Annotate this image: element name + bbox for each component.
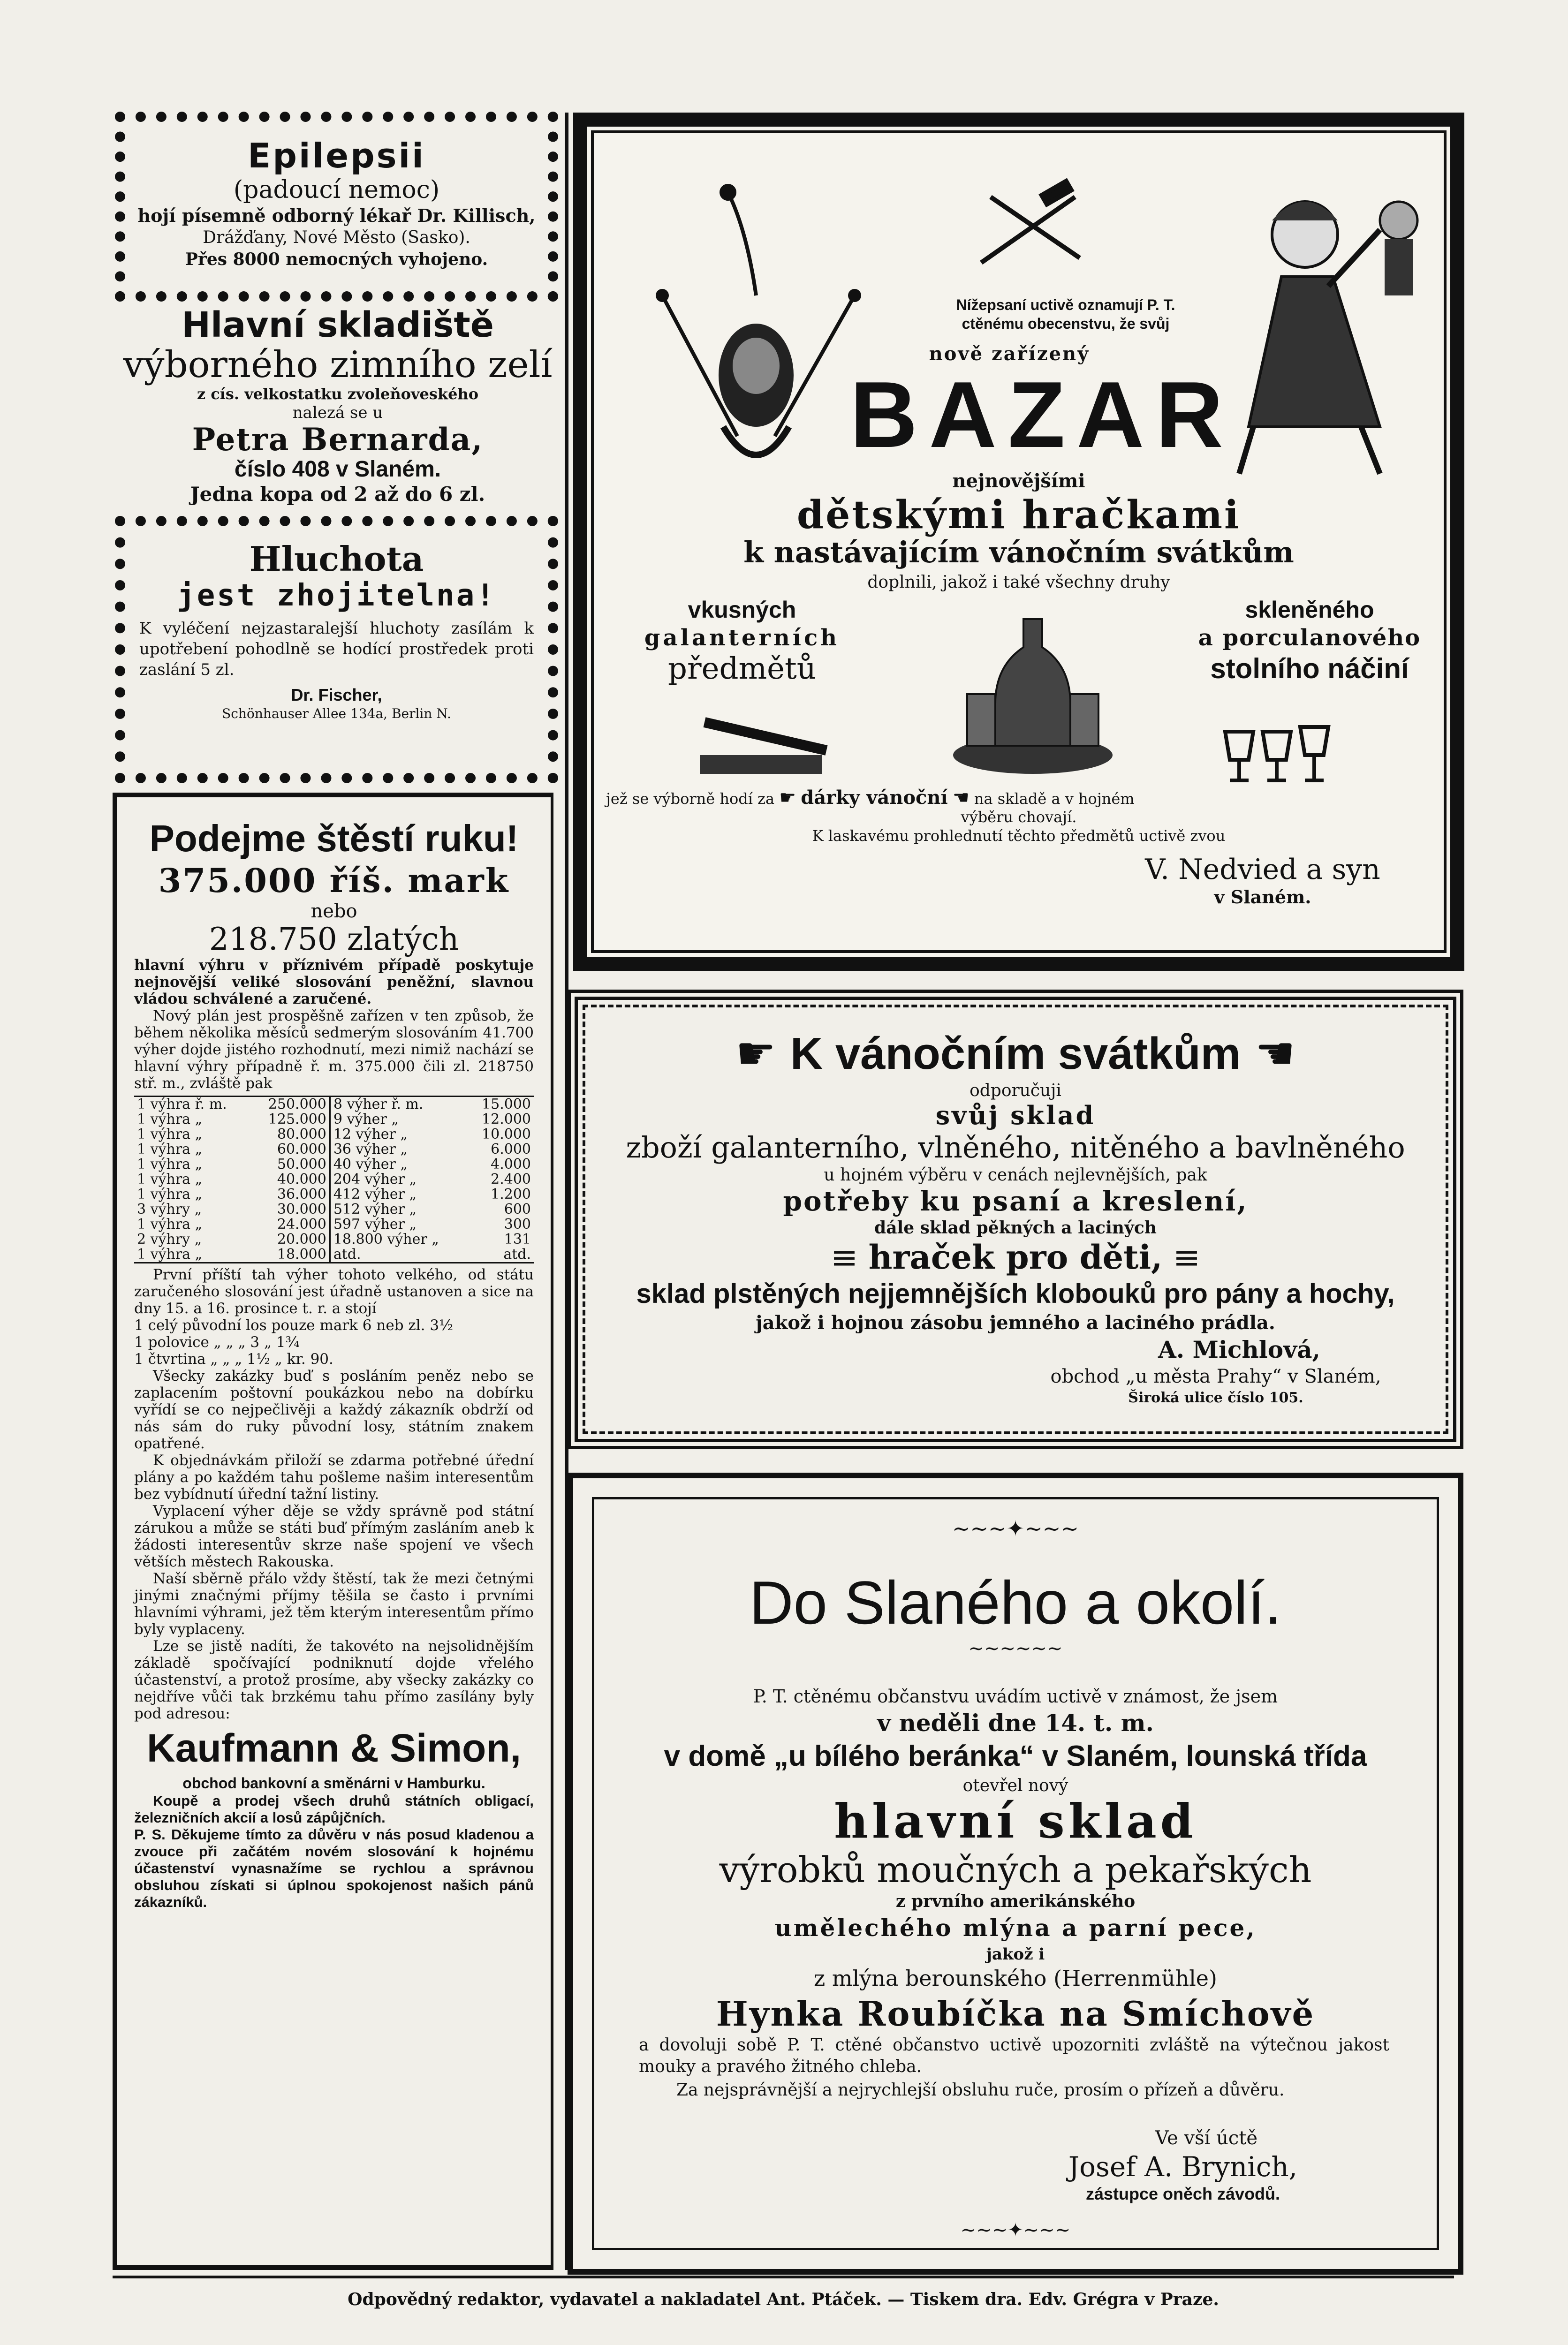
michlova-ad	[568, 990, 1463, 1449]
store-address: číslo 408 v Slaném.	[234, 457, 441, 482]
prize-cell: 1 výhra ř. m.	[137, 1096, 227, 1112]
prize-cell: 10.000	[482, 1126, 531, 1142]
prize-cell: 18.800 výher „	[330, 1232, 467, 1247]
lottery-amount: 375.000 říš. mark	[158, 861, 510, 900]
prize-cell: 30.000	[277, 1201, 326, 1218]
store-subtitle: výborného zimního zelí	[123, 344, 553, 386]
store-line1: z cís. velkostatku zvoleňoveského	[197, 385, 479, 403]
bazar-toys: dětskými hračkami	[796, 492, 1241, 537]
michlova-shop: obchod „u města Prahy“ v Slaném,	[1050, 1366, 1381, 1387]
cabbage-ad	[113, 305, 563, 511]
bazar-xmas: k nastávajícím vánočním svátkům	[743, 535, 1294, 569]
michlova-name: A. Michlová,	[1158, 1336, 1320, 1363]
lottery-price3: 1 čtvrtina „ „ „ 1½ „ kr. 90.	[134, 1351, 333, 1368]
rule-left: ≡	[830, 1238, 858, 1277]
lottery-p5: Vyplacení výher děje se vždy správně pod státní zárukou a může se státi buď přímým zasláním aneb k žádosti interesentův skrze naše spojení ve všech větších městech Rakouska.	[134, 1503, 534, 1570]
brynich-l2: v neděli dne 14. t. m.	[877, 1709, 1154, 1737]
michlova-writing: potřeby ku psaní a kreslení,	[783, 1185, 1248, 1217]
footer-rule	[113, 2276, 1454, 2278]
glasses-illustration	[1216, 722, 1338, 788]
bazar-invite: K laskavému prohlednutí těchto předmětů uctivě zvou	[812, 827, 1226, 845]
michlova-toys: hraček pro děti,	[868, 1238, 1163, 1277]
epilepsy-line1: hojí písemně odborný lékař Dr. Killisch,	[137, 205, 536, 226]
prize-cell: 40.000	[277, 1171, 326, 1188]
prize-cell: 512 výher „	[330, 1202, 467, 1217]
prize-cell: 250.000	[268, 1096, 326, 1112]
michlova-choice: u hojném výběru v cenách nejlevnějších, pak	[824, 1165, 1207, 1185]
deafness-body: K vyléčení nejzastaralejší hluchoty zasílám k upotřebení pohodlně se hodící prostředek proti zaslání 5 zl.	[139, 619, 534, 679]
lottery-ps: P. S. Děkujeme tímto za důvěru v nás posud kladenou a zvouce při začátém novém slosování k hojnému účastenství vynasnažíme se rychlou a správnou obsluhou získati si úplnou spokojenost našich pánů zákazníků.	[134, 1826, 534, 1910]
hand-left-icon: ☚	[952, 787, 970, 809]
prize-cell: 1 výhra „	[137, 1186, 203, 1203]
prize-cell: 412 výher „	[330, 1187, 467, 1202]
brynich-l4: otevřel nový	[962, 1776, 1068, 1795]
bazar-right2: a porculanového	[1198, 625, 1421, 651]
prize-cell: 50.000	[277, 1156, 326, 1172]
store-name: Petra Bernarda,	[192, 421, 484, 458]
michlova-heading	[578, 1028, 1453, 1079]
knives-illustration	[972, 178, 1094, 272]
lottery-price1: 1 celý původní los pouze mark 6 neb zl. 3½	[134, 1317, 454, 1334]
bazar-new: nově zařízený	[929, 343, 1090, 365]
prize-cell: 131	[504, 1231, 531, 1248]
bazar-left-goods	[615, 596, 869, 686]
prize-cell: 40 výher „	[330, 1157, 467, 1172]
lottery-p4: K objednávkám přiloží se zdarma potřebné úřední plány a po každém tahu pošleme našim interesentům bez vybídnutí úřední tažní listiny.	[134, 1452, 534, 1503]
prize-cell: 15.000	[482, 1096, 531, 1112]
prize-cell: 1 výhra „	[137, 1216, 203, 1233]
michlova-linen: jakož i hojnou zásobu jemného a laciného prádla.	[756, 1312, 1275, 1334]
brynich-title: Do Slaného a okolí.	[749, 1568, 1282, 1637]
prize-row	[134, 1217, 534, 1232]
bazar-ad	[573, 113, 1464, 971]
store-price: Jedna kopa od 2 až do 6 zl.	[190, 483, 485, 506]
deafness-subtitle: jest zhojitelna!	[177, 578, 496, 613]
michlova-recommend: odporučuji	[970, 1081, 1061, 1100]
hand-left-icon: ☚	[1255, 1027, 1295, 1080]
bazar-newest: nejnovějšími	[952, 470, 1085, 492]
bazar-town: v Slaném.	[1214, 886, 1311, 908]
prize-cell: 597 výher „	[330, 1217, 467, 1232]
brynich-l14: Ve vší úctě	[1155, 2127, 1258, 2149]
bazar-left3: předmětů	[668, 651, 816, 686]
flourish-bottom: ~~~✦~~~	[960, 2219, 1071, 2241]
brynich-l13: Za nejsprávnější a nejrychlejší obsluhu ruče, prosím o přízeň a důvěru.	[676, 2080, 1285, 2100]
prize-row	[134, 1097, 534, 1112]
brushes-illustration	[695, 704, 836, 783]
brynich-l6: výrobků moučných a pekařských	[719, 1849, 1312, 1891]
lottery-price2: 1 polovice „ „ „ 3 „ 1¾	[134, 1334, 300, 1351]
prize-cell: 3 výhry „	[137, 1201, 202, 1218]
michlova-street: Široká ulice číslo 105.	[1128, 1390, 1303, 1406]
epilepsy-subtitle: (padoucí nemoc)	[233, 176, 440, 204]
epilepsy-line3: Přes 8000 nemocných vyhojeno.	[185, 250, 488, 269]
prize-cell: 12 výher „	[330, 1127, 467, 1142]
lottery-p1: Nový plán jest prospěšně zařízen v ten způsob, že během několika měsíců sedmerým slosováním 41.700 výher dojde jistého rozhodnutí, mezi nimiž nachází se hlavní výhry případně ř. m. 375.000 čili zl. 218750 stř. m., zvláště pak	[134, 1007, 534, 1092]
deafness-ad	[115, 516, 558, 783]
prize-cell: 1 výhra „	[137, 1246, 203, 1263]
lottery-firm2: obchod bankovní a směnárni v Hamburku.	[182, 1775, 485, 1792]
brynich-l12: a dovoluji sobě P. T. ctěné občanstvo uctivě upozorniti zvláště na výtečnou jakost mouky a pravého žitného chleba.	[639, 2035, 1389, 2076]
brynich-l8: umělechého mlýna a parní pece,	[774, 1914, 1257, 1942]
deafness-sign: Dr. Fischer,	[291, 685, 382, 704]
michlova-toys-row	[578, 1238, 1453, 1277]
prize-row	[134, 1202, 534, 1217]
hand-right-icon: ☛	[735, 1027, 776, 1080]
prize-cell: 1 výhra „	[137, 1141, 203, 1157]
prize-cell: 80.000	[277, 1126, 326, 1142]
lottery-ad	[113, 793, 553, 2270]
bazar-also: doplnili, jakož i také všechny druhy	[867, 573, 1170, 592]
bazar-gift	[606, 788, 1450, 809]
bazar-gift4: výběru chovají.	[961, 808, 1077, 826]
lottery-p2: První příští tah výher tohoto velkého, od státu zaručeného slosování jest úřadně ustanoven a sice na dny 15. a 16. prosince t. r. a stojí	[134, 1266, 534, 1317]
prize-cell: 2 výhry „	[137, 1231, 202, 1248]
brynich-l10: z mlýna berounského (Herrenmühle)	[814, 1966, 1217, 1991]
flourish-mid: ~~~~~~	[968, 1638, 1063, 1659]
deafness-address: Schönhauser Allee 134a, Berlin N.	[222, 706, 451, 721]
prize-cell: 204 výher „	[330, 1172, 467, 1187]
prize-cell: 600	[504, 1201, 531, 1218]
prize-cell: atd.	[503, 1246, 531, 1263]
epilepsy-title: Epilepsii	[248, 136, 425, 175]
brynich-l11: Hynka Roubíčka na Smíchově	[716, 1994, 1315, 2034]
brynich-role: zástupce oněch závodů.	[1085, 2184, 1280, 2203]
epilepsy-line2: Drážďany, Nové Město (Sasko).	[203, 228, 470, 247]
lottery-title: Podejme štěstí ruku!	[149, 817, 519, 859]
bazar-gift1: jež se výborně hodí za	[606, 790, 775, 808]
prize-cell: 4.000	[491, 1156, 531, 1172]
deafness-title: Hluchota	[249, 539, 424, 579]
epilepsy-ad	[115, 112, 558, 302]
bazar-right1: skleněného	[1245, 597, 1374, 623]
prize-cell: 2.400	[491, 1171, 531, 1188]
footer-imprint: Odpovědný redaktor, vydavatel a nakladatel Ant. Ptáček. — Tiskem dra. Edv. Grégra v Praze.	[348, 2290, 1219, 2309]
prize-row	[134, 1187, 534, 1202]
prize-cell: 1 výhra „	[137, 1111, 203, 1127]
bazar-title: BAZAR	[850, 363, 1235, 467]
decanter-illustration	[944, 600, 1122, 779]
prize-cell: 125.000	[268, 1111, 326, 1127]
prize-cell: 12.000	[482, 1111, 531, 1127]
prize-cell: 36.000	[277, 1186, 326, 1203]
prize-row	[134, 1232, 534, 1247]
michlova-goods: zboží galanterního, vlněného, nitěného a bavlněného	[626, 1130, 1405, 1165]
lottery-or: nebo	[311, 900, 357, 922]
lottery-amount2: 218.750 zlatých	[209, 921, 459, 957]
store-title: Hlavní skladiště	[182, 305, 494, 345]
prize-cell: 60.000	[277, 1141, 326, 1157]
prize-cell: 8 výher ř. m.	[330, 1097, 467, 1112]
lottery-intro: hlavní výhru v příznivém případě poskytuje nejnovější veliké slosování peněžní, slavnou vládou schválené a zaručené.	[134, 957, 534, 1007]
prize-row	[134, 1157, 534, 1172]
lottery-p3: Všecky zakázky buď s posláním peněz nebo se zaplacením poštovní poukázkou nebo na dobírku vyřídí se co nejpečlivěji a každý zákazník obdrží od nás sám do ruky původní losy, státním znakem opatřené.	[134, 1368, 534, 1452]
bazar-gift2: dárky vánoční	[801, 787, 948, 809]
michlova-title: K vánočním svátkům	[790, 1029, 1241, 1079]
prize-cell: 20.000	[277, 1231, 326, 1248]
prize-cell: 18.000	[277, 1246, 326, 1263]
prize-cell: 1 výhra „	[137, 1171, 203, 1188]
brynich-l1: P. T. ctěnému občanstvu uvádím uctivě v známost, že jsem	[753, 1686, 1278, 1707]
prize-cell: 1 výhra „	[137, 1126, 203, 1142]
prize-cell: 6.000	[491, 1141, 531, 1157]
bazar-intro	[869, 295, 1263, 333]
brynich-l5: hlavní sklad	[834, 1793, 1197, 1849]
prize-row	[134, 1127, 534, 1142]
michlova-store: svůj sklad	[935, 1100, 1096, 1130]
brynich-sign: Josef A. Brynich,	[1068, 2151, 1298, 2183]
bazar-left2: galanterních	[644, 625, 840, 651]
prize-row	[134, 1142, 534, 1157]
brynich-l7: z prvního amerikánského	[895, 1891, 1136, 1911]
brynich-l9: jakož i	[986, 1945, 1045, 1964]
bazar-right-goods	[1178, 596, 1441, 686]
prize-row	[134, 1112, 534, 1127]
prize-table	[134, 1096, 534, 1263]
bazar-intro1: Nížepsaní uctivě oznamují P. T.	[956, 296, 1175, 313]
lottery-p8: Koupě a prodej všech druhů státních obligací, železničních akcií a losů zápůjčních.	[134, 1793, 534, 1826]
michlova-hats: sklad plstěných nejjemnějších klobouků pro pány a hochy,	[636, 1278, 1395, 1309]
prize-cell: 1 výhra „	[137, 1156, 203, 1172]
lottery-firm: Kaufmann & Simon,	[146, 1726, 522, 1770]
bazar-firm: V. Nedvied a syn	[1145, 853, 1380, 886]
prize-row	[134, 1172, 534, 1187]
prize-cell: 300	[504, 1216, 531, 1233]
prize-row	[134, 1247, 534, 1263]
prize-cell: 1.200	[491, 1186, 531, 1203]
prize-cell: 9 výher „	[330, 1112, 467, 1127]
michlova-further: dále sklad pěkných a laciných	[874, 1218, 1157, 1238]
brynich-ad	[568, 1473, 1463, 2275]
bazar-right3: stolního náčiní	[1210, 653, 1409, 684]
jester-illustration	[634, 174, 878, 530]
prize-cell: 24.000	[277, 1216, 326, 1233]
prize-cell: atd.	[330, 1247, 467, 1263]
bazar-gift3: na skladě a v hojném	[974, 790, 1135, 808]
brynich-l3: v domě „u bílého beránka“ v Slaném, lounská třída	[664, 1740, 1367, 1772]
hand-right-icon: ☛	[779, 787, 796, 809]
lottery-p6: Naší sběrně přálo vždy štěstí, tak že mezi četnými jinými značnými příjmy těšila se často i prvními hlavními výhrami, jež těm kterým interesentům přímo byly vyplaceny.	[134, 1570, 534, 1638]
bazar-intro2: ctěnému obecenstvu, že svůj	[962, 315, 1170, 332]
lottery-p7: Lze se jistě nadíti, že takovéto na nejsolidnějším základě spočívající podniknutí dojde vřelého účastenství, a protož prosíme, aby všecky zakázky co nejdříve vůči tak brzkému tahu přímo zasílány byly pod adresou:	[134, 1638, 534, 1722]
store-line2: nalezá se u	[292, 403, 383, 422]
flourish-top: ~~~✦~~~	[952, 1516, 1079, 1541]
rule-right: ≡	[1173, 1238, 1201, 1277]
bazar-left1: vkusných	[688, 597, 796, 623]
prize-cell: 36 výher „	[330, 1142, 467, 1157]
